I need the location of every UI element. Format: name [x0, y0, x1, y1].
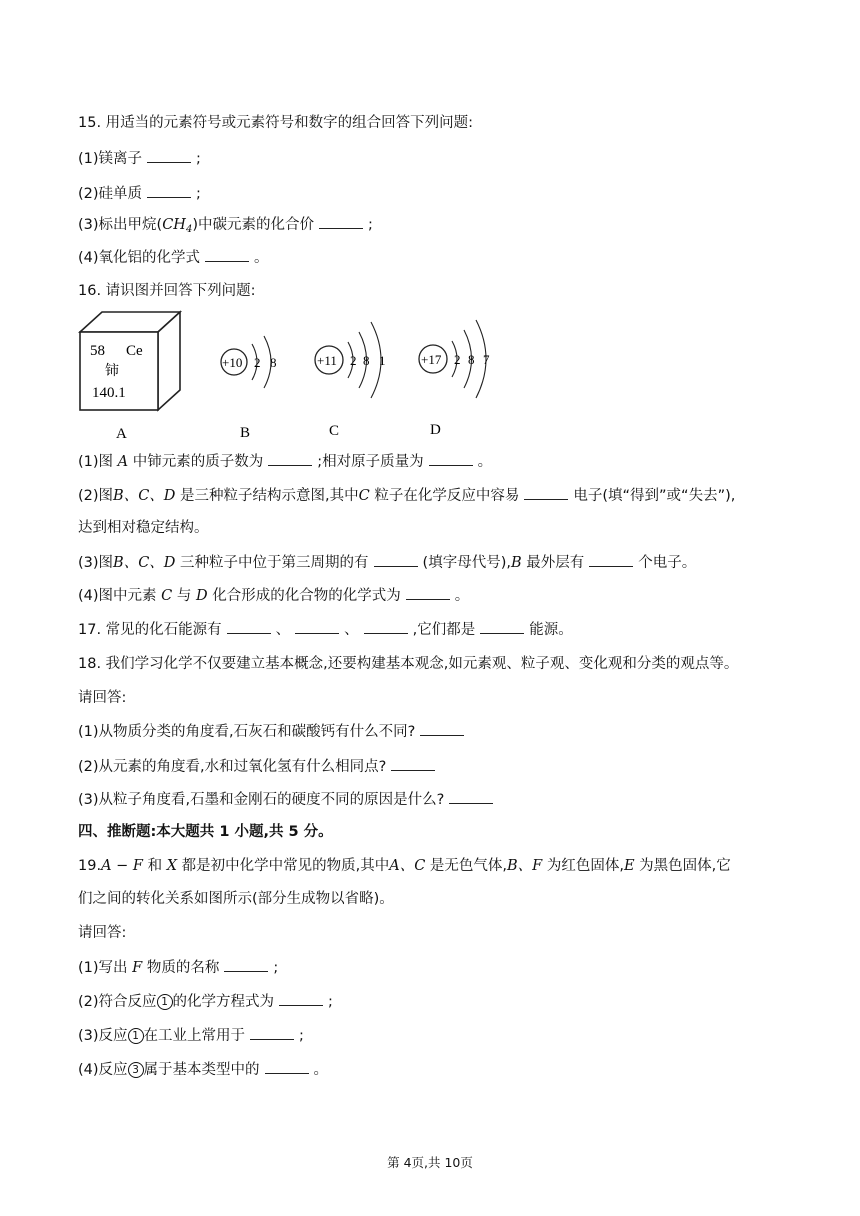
figure-ref: B、C、D [113, 488, 176, 504]
shell-electrons: 8 [363, 353, 370, 368]
text: 粒子在化学反应中容易 [374, 488, 520, 504]
q18-part2 [78, 756, 440, 777]
q18-part1 [78, 721, 469, 742]
symbol: A − F [101, 858, 143, 874]
shell-electrons: 2 [350, 353, 357, 368]
text: 和 [147, 858, 163, 874]
methane-formula: CH [162, 217, 186, 233]
text: (3)图 [78, 555, 114, 571]
text: 中铈元素的质子数为 [132, 454, 264, 470]
q15-p2-text: (2)硅单质 [78, 186, 143, 202]
circled-number: 1 [128, 1028, 144, 1044]
symbol: A、C [389, 858, 426, 874]
q19-line2: 们之间的转化关系如图所示(部分生成物以省略)。 [78, 891, 394, 907]
answer-blank [279, 991, 323, 1006]
figure-ref: C [161, 588, 173, 604]
q19-part2 [78, 991, 333, 1012]
methane-subscript: 4 [185, 224, 193, 235]
text: 物质的名称 [146, 960, 220, 976]
figure-ref: B [510, 555, 522, 571]
q15-p4-text: (4)氧化铝的化学式 [78, 250, 201, 266]
q15-part4 [78, 247, 269, 268]
symbol: E [623, 858, 635, 874]
text: 19. [78, 858, 102, 874]
answer-blank [250, 1025, 294, 1040]
text: 17. 常见的化石能源有 [78, 622, 222, 638]
atom-diagram-c [315, 322, 386, 398]
answer-blank [319, 214, 363, 229]
text: 是无色气体, [429, 858, 508, 874]
shell-electrons: 2 [454, 352, 461, 367]
q16-stem: 16. 请识图并回答下列问题: [78, 283, 256, 299]
symbol: F [132, 960, 143, 976]
element-cube [80, 312, 180, 410]
answer-blank [480, 619, 524, 634]
q19-part3 [78, 1025, 304, 1046]
figure-ref: A [117, 454, 129, 470]
shell-electrons: 8 [270, 355, 277, 370]
text: ; [299, 1028, 304, 1044]
symbol: X [166, 858, 178, 874]
text: 、 [344, 622, 359, 638]
text: 与 [176, 588, 192, 604]
element-symbol: Ce [126, 343, 143, 359]
figure-ref: B、C、D [113, 555, 176, 571]
text: (3)反应 [78, 1028, 128, 1044]
q19-part4 [78, 1059, 328, 1080]
text: 最外层有 [526, 555, 585, 571]
q15-p3-text-a: (3)标出甲烷( [78, 217, 163, 233]
figure-label-b: B [240, 425, 251, 441]
answer-blank [429, 451, 473, 466]
atom-diagram-b [221, 336, 277, 388]
q18-stem: 18. 我们学习化学不仅要建立基本概念,还要构建基本观念,如元素观、粒子观、变化观和分类的观点等。 [78, 656, 739, 672]
text: 在工业上常用于 [143, 1028, 246, 1044]
q16-part4 [78, 585, 469, 606]
figure-ref: C [358, 488, 370, 504]
q15-stem: 15. 用适当的元素符号或元素符号和数字的组合回答下列问题: [78, 115, 474, 131]
shell-electrons: 7 [483, 352, 490, 367]
q16-part3 [78, 552, 696, 573]
answer-blank [147, 148, 191, 163]
circled-number: 3 [128, 1062, 144, 1078]
q15-period: 。 [254, 250, 269, 266]
text: (1)从物质分类的角度看,石灰石和碳酸钙有什么不同? [78, 724, 416, 740]
text: 个电子。 [638, 555, 697, 571]
answer-blank [406, 585, 450, 600]
text: 、 [275, 622, 291, 638]
text: 。 [477, 454, 493, 470]
answer-blank [147, 183, 191, 198]
text: 。 [454, 588, 470, 604]
q16-figure [78, 310, 518, 445]
q16-part2-line2: 达到相对稳定结构。 [78, 520, 209, 536]
q15-semi: ; [196, 186, 201, 202]
text: 为红色固体, [546, 858, 624, 874]
text: (填字母代号), [422, 555, 511, 571]
text: (2)从元素的角度看,水和过氧化氢有什么相同点? [78, 759, 387, 775]
q15-p3-text-b: )中碳元素的化合价 [192, 217, 314, 233]
symbol: B、F [507, 858, 543, 874]
figure-label-c: C [329, 423, 340, 439]
answer-blank [224, 957, 268, 972]
text: (2)符合反应 [78, 994, 157, 1010]
text: (4)反应 [78, 1062, 128, 1078]
text: 能源。 [529, 622, 573, 638]
answer-blank [589, 552, 633, 567]
answer-blank [391, 756, 435, 771]
text: (4)图中元素 [78, 588, 157, 604]
atom-diagram-d [419, 320, 490, 398]
answer-blank [227, 619, 271, 634]
q18-ask: 请回答: [78, 690, 127, 706]
q16-part1 [78, 451, 492, 472]
text: 。 [313, 1062, 329, 1078]
text: ;相对原子质量为 [317, 454, 424, 470]
answer-blank [449, 789, 493, 804]
text: (3)从粒子角度看,石墨和金刚石的硬度不同的原因是什么? [78, 792, 445, 808]
q15-semi: ; [367, 217, 373, 233]
shell-electrons: 8 [468, 352, 475, 367]
answer-blank [268, 451, 312, 466]
q19-part1 [78, 957, 278, 978]
text: 为黑色固体,它 [639, 858, 731, 874]
figure-label-a: A [116, 426, 127, 442]
nucleus-charge: +17 [421, 352, 442, 367]
text: 属于基本类型中的 [143, 1062, 260, 1078]
answer-blank [420, 721, 464, 736]
q19-line1 [78, 856, 731, 876]
element-name: 铈 [105, 363, 119, 379]
text: (1)写出 [78, 960, 128, 976]
text: (2)图 [78, 488, 114, 504]
text: 化合形成的化合物的化学式为 [212, 588, 401, 604]
q15-part3 [78, 214, 373, 240]
answer-blank [374, 552, 418, 567]
figure-ref: D [195, 588, 208, 604]
q17 [78, 619, 573, 640]
shell-electrons: 2 [254, 355, 261, 370]
text: 的化学方程式为 [172, 994, 275, 1010]
answer-blank [265, 1059, 309, 1074]
q15-part1 [78, 148, 201, 169]
answer-blank [524, 485, 568, 500]
q16-part2 [78, 485, 735, 506]
text: (1)图 [78, 454, 114, 470]
nucleus-charge: +10 [222, 355, 243, 370]
q15-semi: ; [196, 151, 201, 167]
text: 电子(填“得到”或“失去”), [573, 488, 736, 504]
answer-blank [364, 619, 408, 634]
q19-ask: 请回答: [78, 925, 127, 941]
atomic-mass: 140.1 [92, 385, 126, 401]
figure-label-d: D [430, 422, 441, 438]
q15-p1-text: (1)镁离子 [78, 151, 143, 167]
text: 三种粒子中位于第三周期的有 [180, 555, 369, 571]
shell-electrons: 1 [379, 353, 386, 368]
answer-blank [205, 247, 249, 262]
q15-part2 [78, 183, 201, 204]
text: ; [328, 994, 333, 1010]
q18-part3 [78, 789, 498, 810]
circled-number: 1 [157, 994, 173, 1010]
atomic-number: 58 [90, 343, 105, 359]
nucleus-charge: +11 [317, 353, 337, 368]
answer-blank [295, 619, 339, 634]
text: ; [273, 960, 279, 976]
text: ,它们都是 [412, 622, 476, 638]
text: 是三种粒子结构示意图,其中 [180, 488, 359, 504]
section-heading: 四、推断题:本大题共 1 小题,共 5 分。 [78, 824, 333, 840]
text: 都是初中化学中常见的物质,其中 [181, 858, 390, 874]
page-footer: 第 4页,共 10页 [387, 1155, 473, 1170]
